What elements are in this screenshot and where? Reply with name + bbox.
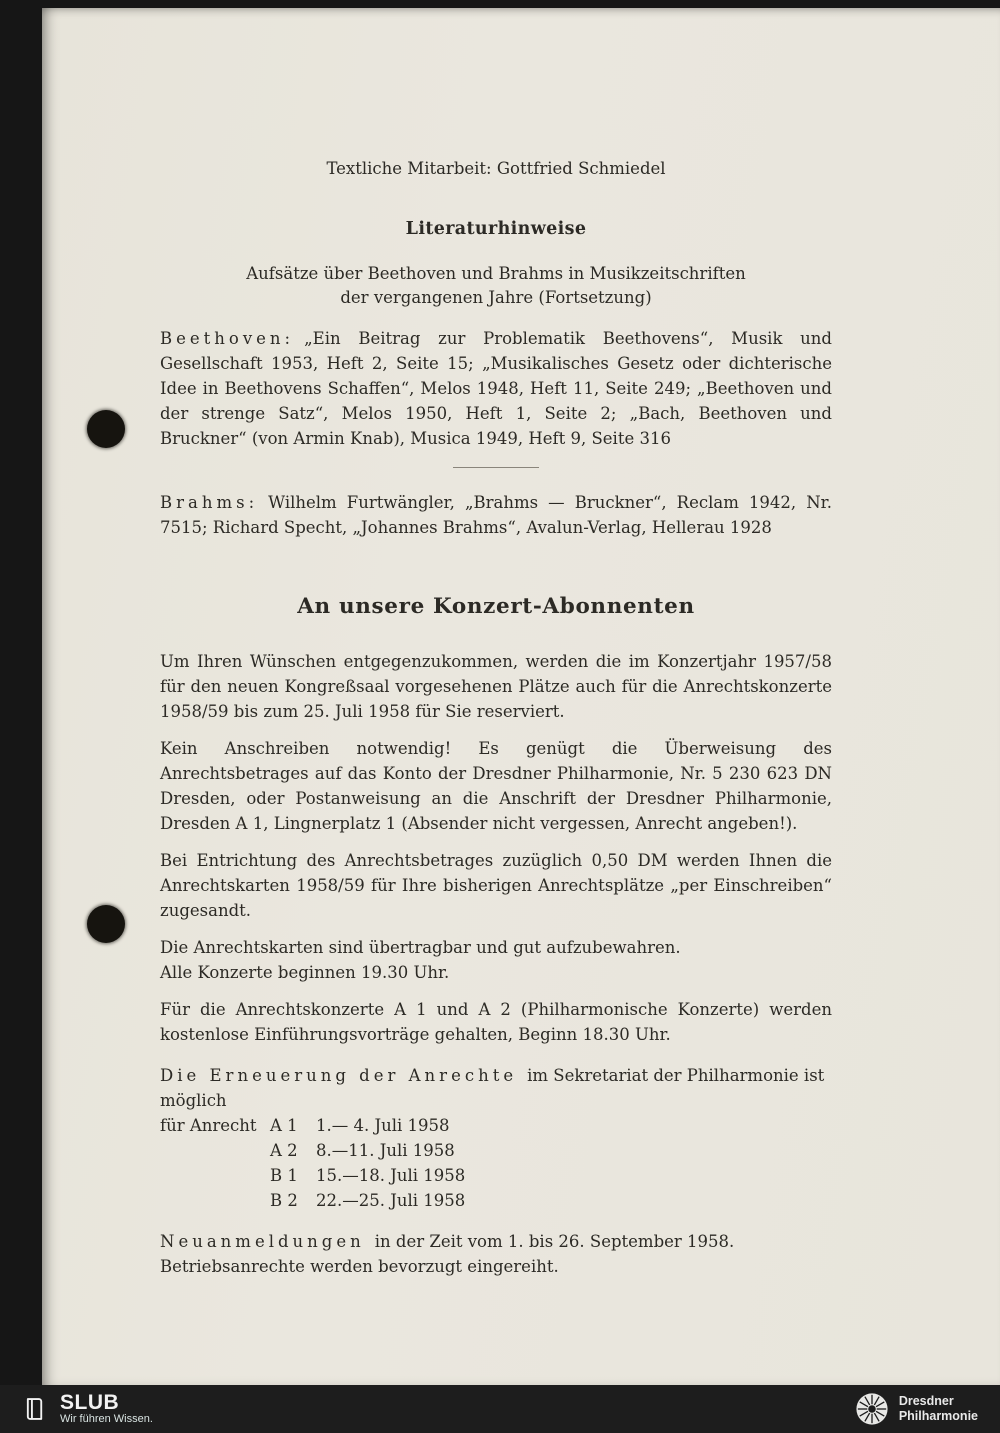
schedule-row xyxy=(160,1163,832,1188)
closing-section xyxy=(160,1229,832,1279)
renewal-intro xyxy=(160,1063,832,1113)
new-registrations-spaced: Neuanmeldungen xyxy=(160,1232,365,1251)
punch-hole xyxy=(87,905,125,943)
brahms-paragraph xyxy=(160,490,832,540)
note-start-time: Alle Konzerte beginnen 19.30 Uhr. xyxy=(160,963,450,982)
new-registrations-rest: in der Zeit vom 1. bis 26. September 1958. xyxy=(374,1232,735,1251)
notes-group xyxy=(160,935,832,985)
philharmonie-line1: Dresdner xyxy=(898,1394,954,1408)
literature-subtitle-line1: Aufsätze über Beethoven und Brahms in Musikzeitschriften xyxy=(246,264,746,283)
schedule-prefix: für Anrecht xyxy=(160,1116,257,1135)
schedule-code: B 1 xyxy=(270,1166,298,1185)
slub-logo xyxy=(22,1390,153,1426)
punch-hole xyxy=(87,410,125,448)
note-transferable: Die Anrechtskarten sind übertragbar und gut aufzubewahren. xyxy=(160,938,681,957)
schedule-code: B 2 xyxy=(270,1191,298,1210)
slub-name: SLUB xyxy=(60,1390,120,1414)
schedule-prefix xyxy=(160,1188,270,1213)
renewal-section xyxy=(160,1063,832,1213)
brahms-label: Brahms: xyxy=(160,493,259,512)
credit-line: Textliche Mitarbeit: Gottfried Schmiedel xyxy=(326,159,666,178)
abonnenten-paragraph-4: Für die Anrechtskonzerte A 1 und A 2 (Philharmonische Konzerte) werden kostenlose Einführungsvorträge gehalten, Beginn 18.30 Uhr. xyxy=(160,1000,832,1044)
literature-subtitle xyxy=(160,262,832,310)
book-icon xyxy=(22,1395,50,1423)
schedule-prefix xyxy=(160,1163,270,1188)
section-divider xyxy=(453,467,539,468)
schedule-row xyxy=(160,1138,832,1163)
schedule-prefix xyxy=(160,1138,270,1163)
schedule-code: A 2 xyxy=(270,1141,298,1160)
renewal-intro-spaced: Die Erneuerung der Anrechte xyxy=(160,1066,518,1085)
beethoven-label: Beethoven: xyxy=(160,329,295,348)
schedule-dates: 8.—11. Juli 1958 xyxy=(316,1141,455,1160)
schedule-row xyxy=(160,1188,832,1213)
abonnenten-paragraph-3: Bei Entrichtung des Anrechtsbetrages zuzüglich 0,50 DM werden Ihnen die Anrechtskarten 1958/59 für Ihre bisherigen Anrechtsplätze „per Einschreiben“ zugesandt. xyxy=(160,851,832,920)
philharmonie-logo xyxy=(855,1392,978,1426)
philharmonie-line2: Philharmonie xyxy=(898,1409,978,1423)
abonnenten-paragraph-2: Kein Anschreiben notwendig! Es genügt die Überweisung des Anrechtsbetrages auf das Konto der Dresdner Philharmonie, Nr. 5 230 623 DN Dresden, oder Postanweisung an die Anschrift der Dresdner Philharmonie, Dresden A 1, Lingnerplatz 1 (Absender nicht vergessen, Anrecht angeben!). xyxy=(160,739,832,833)
slub-wordmark xyxy=(60,1390,153,1426)
viewer-footer xyxy=(0,1385,1000,1433)
sunburst-emblem-icon xyxy=(855,1392,889,1426)
schedule-dates: 15.—18. Juli 1958 xyxy=(316,1166,466,1185)
philharmonie-wordmark xyxy=(899,1394,978,1424)
abonnenten-heading: An unsere Konzert-Abonnenten xyxy=(297,594,695,619)
beethoven-paragraph xyxy=(160,326,832,451)
schedule-dates: 1.— 4. Juli 1958 xyxy=(316,1116,450,1135)
schedule-dates: 22.—25. Juli 1958 xyxy=(316,1191,466,1210)
document-page xyxy=(42,8,1000,1385)
abonnenten-paragraph-1: Um Ihren Wünschen entgegenzukommen, werden die im Konzertjahr 1957/58 für den neuen Kongreßsaal vorgesehenen Plätze auch für die Anrechtskonzerte 1958/59 bis zum 25. Juli 1958 für Sie reserviert. xyxy=(160,652,832,721)
beethoven-text: „Ein Beitrag zur Problematik Beethovens“, Musik und Gesellschaft 1953, Heft 2, Seite 15; „Musikalisches Gesetz oder dichterische Idee in Beethovens Schaffen“, Melos 1948, Heft 11, Seite 249; „Beethoven und der strenge Satz“, Melos 1950, Heft 1, Seite 2; „Bach, Beethoven und Bruckner“ (von Armin Knab), Musica 1949, Heft 9, Seite 316 xyxy=(160,329,832,448)
company-subscriptions-line: Betriebsanrechte werden bevorzugt eingereiht. xyxy=(160,1257,559,1276)
renewal-intro-rest: im Sekretariat der Philharmonie ist möglich xyxy=(160,1066,825,1110)
page-content xyxy=(42,8,1000,1279)
slub-tagline: Wir führen Wissen. xyxy=(60,1412,153,1425)
new-registrations-line xyxy=(160,1229,832,1254)
schedule-code: A 1 xyxy=(270,1116,298,1135)
literature-subtitle-line2: der vergangenen Jahre (Fortsetzung) xyxy=(340,288,652,307)
brahms-text: Wilhelm Furtwängler, „Brahms — Bruckner“, Reclam 1942, Nr. 7515; Richard Specht, „Johannes Brahms“, Avalun-Verlag, Hellerau 1928 xyxy=(160,493,832,537)
schedule-row xyxy=(160,1113,832,1138)
literature-heading: Literaturhinweise xyxy=(405,219,587,239)
